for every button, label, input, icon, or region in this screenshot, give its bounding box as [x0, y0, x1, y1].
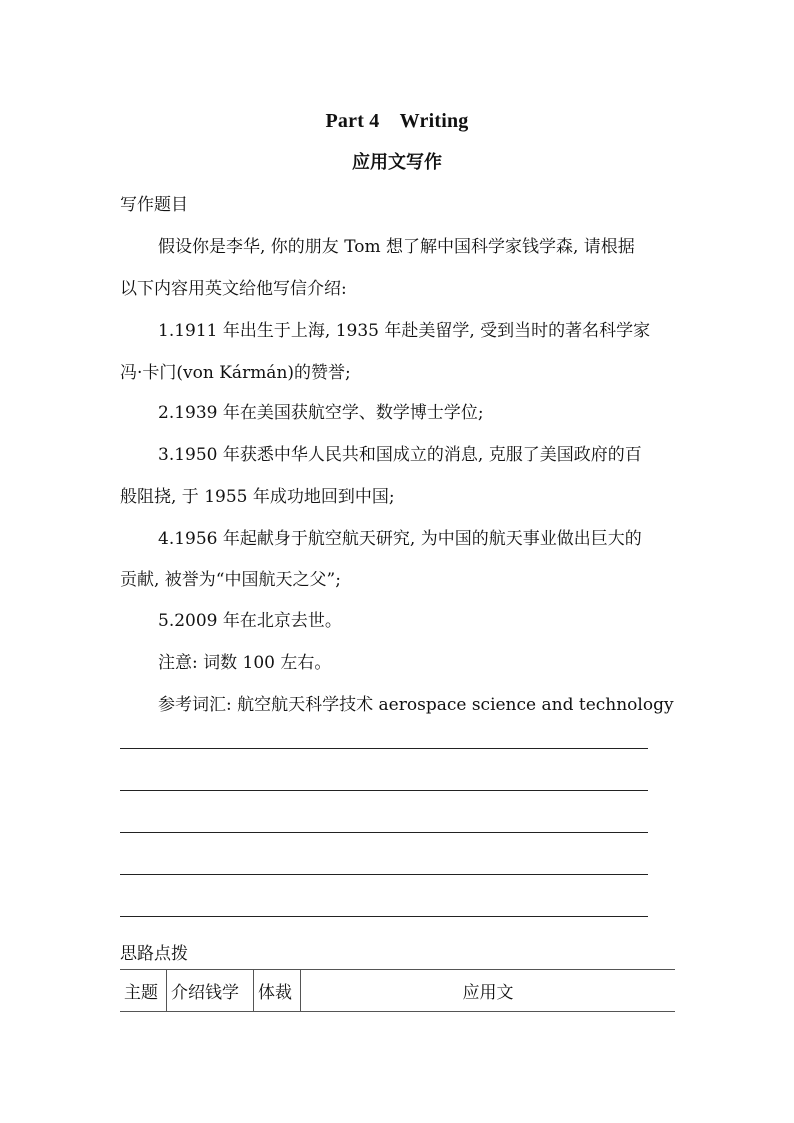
answer-line[interactable]: [120, 748, 648, 749]
vocab-reference: 参考词汇: 航空航天科学技术 aerospace science and technology: [158, 695, 674, 715]
item-1-line-2: 冯·卡门(von Kármán)的赞誉;: [120, 363, 351, 383]
item-3-line-1: 3.1950 年获悉中华人民共和国成立的消息, 克服了美国政府的百: [158, 445, 642, 465]
item-4-line-1: 4.1956 年起献身于航空航天研究, 为中国的航天事业做出巨大的: [158, 529, 642, 549]
outline-table: [120, 969, 675, 1012]
table-row: [120, 970, 675, 1012]
table-cell-topic-label: 主题: [120, 970, 167, 1012]
answer-line[interactable]: [120, 790, 648, 791]
prompt-line-2: 以下内容用英文给他写信介绍:: [120, 279, 347, 299]
table-cell-topic-value: 介绍钱学: [167, 970, 254, 1012]
item-2: 2.1939 年在美国获航空学、数学博士学位;: [158, 403, 484, 423]
answer-line[interactable]: [120, 916, 648, 917]
part-title: Part 4 Writing: [325, 110, 469, 132]
word-count-note: 注意: 词数 100 左右。: [158, 653, 332, 673]
section-subtitle: 应用文写作: [352, 152, 442, 173]
table-cell-genre-label: 体裁: [254, 970, 301, 1012]
answer-lines: [120, 748, 648, 958]
item-1-line-1: 1.1911 年出生于上海, 1935 年赴美留学, 受到当时的著名科学家: [158, 321, 651, 341]
item-3-line-2: 般阻挠, 于 1955 年成功地回到中国;: [120, 487, 395, 507]
table-cell-genre-value: 应用文: [301, 970, 676, 1012]
hint-heading: 思路点拨: [120, 944, 188, 964]
task-heading: 写作题目: [120, 195, 188, 215]
prompt-line-1: 假设你是李华, 你的朋友 Tom 想了解中国科学家钱学森, 请根据: [158, 237, 635, 257]
answer-line[interactable]: [120, 832, 648, 833]
answer-line[interactable]: [120, 874, 648, 875]
item-5: 5.2009 年在北京去世。: [158, 611, 342, 631]
item-4-line-2: 贡献, 被誉为“中国航天之父”;: [120, 570, 341, 590]
